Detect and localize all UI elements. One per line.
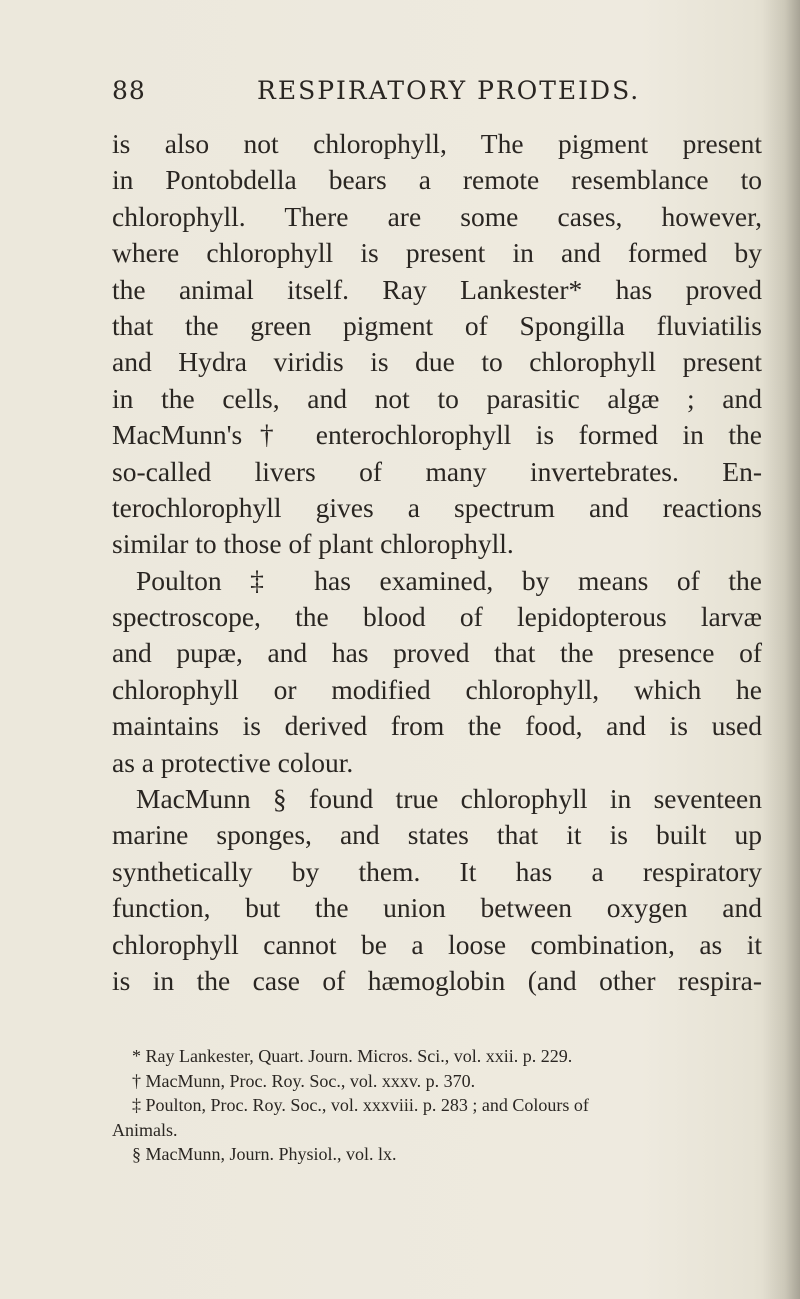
body-line: MacMunn § found true chlorophyll in seventeen (136, 783, 762, 815)
running-head: RESPIRATORY PROTEIDS. (257, 76, 641, 105)
body-line: is also not chlorophyll, The pigment present (112, 128, 762, 159)
body-line: marine sponges, and states that it is built up (112, 819, 762, 851)
body-line: chlorophyll. There are some cases, however, (112, 200, 762, 232)
body-line: in Pontobdella bears a remote resemblance to (112, 164, 762, 196)
body-line: similar to those of plant chlorophyll. (112, 528, 514, 560)
footnote-continuation: Animals. (112, 1119, 178, 1140)
body-line: is in the case of hæmoglobin (and other respira- (112, 964, 762, 996)
body-line: maintains is derived from the food, and is used (112, 710, 762, 742)
body-line: so-called livers of many invertebrates. En- (112, 455, 762, 487)
body-line: in the cells, and not to parasitic algæ ; and (112, 382, 762, 414)
body-line: and Hydra viridis is due to chlorophyll present (112, 346, 762, 378)
body-line: spectroscope, the blood of lepidopterous larvæ (112, 601, 762, 633)
footnote: ‡ Poulton, Proc. Roy. Soc., vol. xxxviii. p. 283 ; and Colours of (132, 1095, 589, 1115)
body-text (112, 126, 762, 999)
body-line: synthetically by them. It has a respiratory (112, 855, 762, 887)
body-line: chlorophyll or modified chlorophyll, which he (112, 673, 762, 705)
page-edge-shadow (762, 0, 800, 1299)
body-line: as a protective colour. (112, 746, 354, 778)
footnote: † MacMunn, Proc. Roy. Soc., vol. xxxv. p. 370. (132, 1070, 476, 1091)
body-line: MacMunn's† enterochlorophyll is formed in the (112, 419, 762, 451)
footnote: * Ray Lankester, Quart. Journ. Micros. Sci., vol. xxii. p. 229. (132, 1046, 573, 1066)
page-number: 88 (112, 76, 146, 105)
body-line: that the green pigment of Spongilla fluviatilis (112, 309, 762, 341)
footnotes (112, 1044, 762, 1167)
body-line: terochlorophyll gives a spectrum and reactions (112, 491, 762, 523)
body-line: and pupæ, and has proved that the presence of (112, 637, 762, 669)
body-line: where chlorophyll is present in and formed by (112, 237, 762, 269)
footnote: § MacMunn, Journ. Physiol., vol. lx. (132, 1144, 397, 1164)
page-header (112, 76, 762, 110)
body-line: Poulton ‡ has examined, by means of the (136, 564, 762, 596)
body-line: the animal itself. Ray Lankester* has proved (112, 273, 762, 305)
body-line: chlorophyll cannot be a loose combination, as it (112, 928, 762, 960)
body-line: function, but the union between oxygen and (112, 892, 762, 924)
